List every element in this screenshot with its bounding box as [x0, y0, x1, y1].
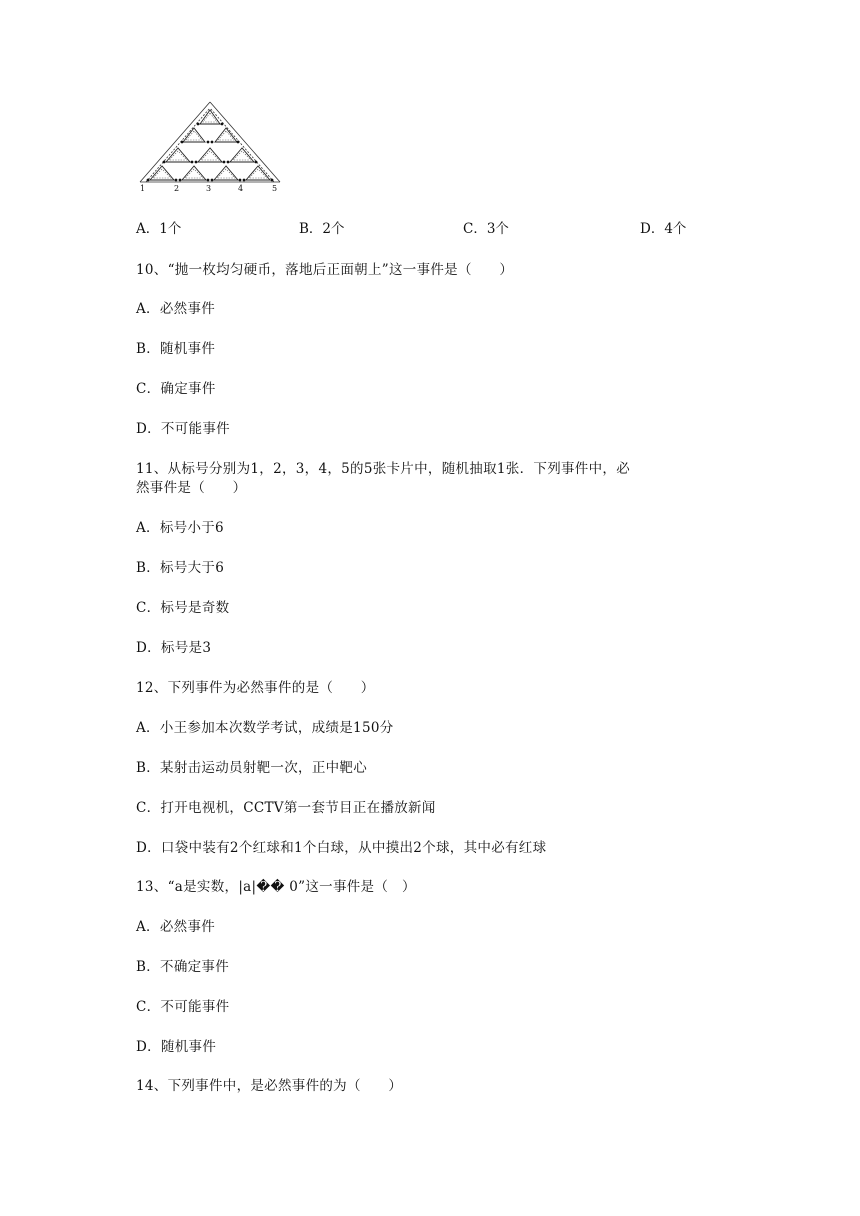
q14-stem: 14、下列事件中，是必然事件的为（ ）	[136, 1078, 403, 1094]
q12-option-c: C．打开电视机，CCTV第一套节目正在播放新闻	[136, 800, 436, 816]
q12-option-a: A．小王参加本次数学考试，成绩是150分	[136, 720, 394, 736]
q12-stem: 12、下列事件为必然事件的是（ ）	[136, 680, 375, 696]
figure-label-5: 5	[272, 184, 278, 193]
q11-option-b: B．标号大于6	[136, 560, 225, 576]
q13-stem: 13、“a是实数，|a|�� 0”这一事件是（ ）	[136, 879, 416, 895]
figure-label-3: 3	[206, 184, 212, 193]
figure-label-4: 4	[238, 184, 244, 193]
q11-option-c: C．标号是奇数	[136, 600, 230, 616]
q11-stem-line1: 11、从标号分别为1，2，3，4，5的5张卡片中，随机抽取1张．下列事件中，必	[136, 461, 631, 477]
q10-option-a: A．必然事件	[136, 301, 216, 317]
q9-option-d: D．4个	[640, 221, 687, 237]
q9-option-b: B．2个	[299, 221, 345, 237]
q9-option-a: A．1个	[136, 221, 182, 237]
q13-option-c: C．不可能事件	[136, 999, 230, 1015]
q12-option-b: B．某射击运动员射靶一次，正中靶心	[136, 760, 368, 776]
triangle-figure	[136, 98, 284, 194]
figure-label-2: 2	[174, 184, 180, 193]
q10-option-d: D．不可能事件	[136, 421, 230, 437]
q11-option-a: A．标号小于6	[136, 520, 224, 536]
q9-option-c: C．3个	[463, 221, 509, 237]
q13-option-a: A．必然事件	[136, 919, 216, 935]
q13-option-b: B．不确定事件	[136, 959, 230, 975]
q10-stem: 10、“抛一枚均匀硬币，落地后正面朝上”这一事件是（ ）	[136, 262, 514, 278]
q11-stem-line2: 然事件是（ ）	[136, 480, 247, 496]
q10-option-c: C．确定事件	[136, 381, 216, 397]
q11-option-d: D．标号是3	[136, 640, 212, 656]
q10-option-b: B．随机事件	[136, 341, 216, 357]
q12-option-d: D．口袋中装有2个红球和1个白球，从中摸出2个球，其中必有红球	[136, 840, 547, 856]
figure-label-1: 1	[140, 184, 146, 193]
triangle-diagram	[136, 98, 284, 194]
q13-option-d: D．随机事件	[136, 1039, 217, 1055]
